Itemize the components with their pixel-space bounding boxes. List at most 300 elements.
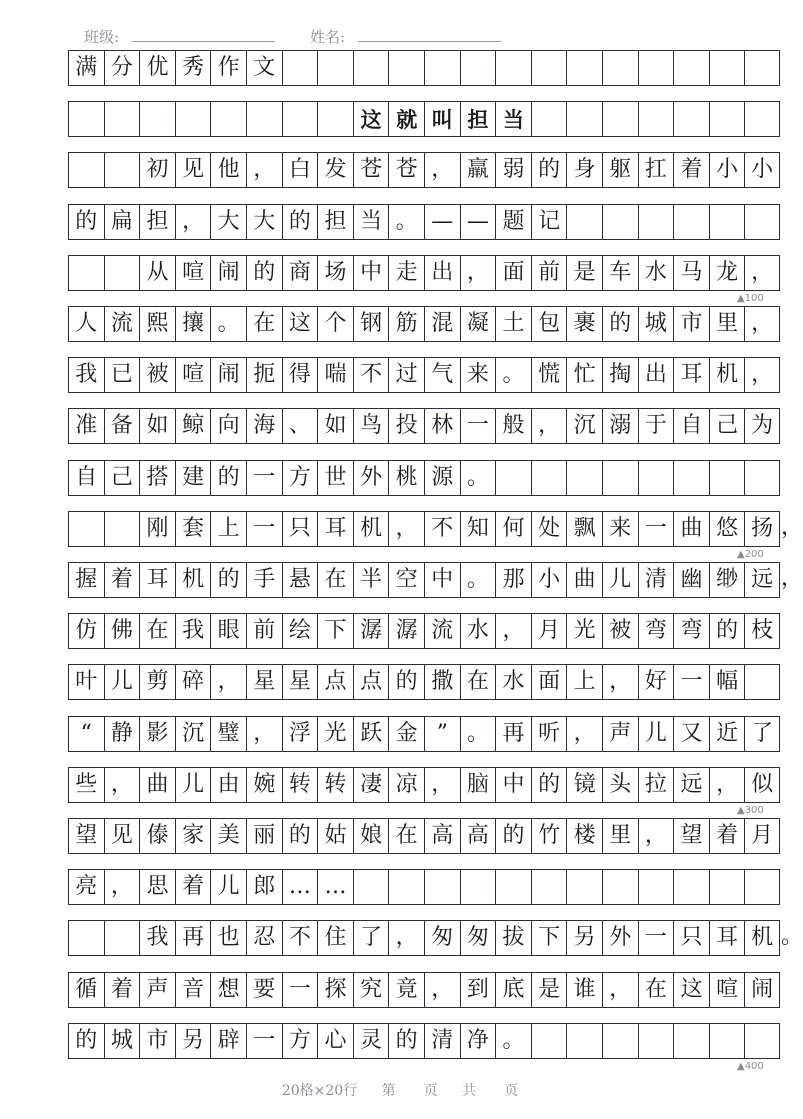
- grid-cell: 儿: [210, 869, 246, 905]
- grid-cell: 璧: [210, 716, 246, 752]
- grid-cell: 在: [139, 613, 175, 649]
- grid-cell: 个: [317, 306, 353, 342]
- grid-cell: ，: [602, 664, 638, 700]
- grid-cell: 走: [388, 255, 424, 291]
- grid-cell: 这: [353, 101, 389, 137]
- grid-cell: 家: [175, 818, 211, 854]
- grid-cell: 谁: [566, 972, 602, 1008]
- grid-cell: 潺: [388, 613, 424, 649]
- grid-cell: 处: [531, 511, 567, 547]
- marker-100: ▲100: [737, 293, 764, 304]
- grid-cell: 在: [317, 562, 353, 598]
- grid-cell: 跃: [353, 716, 389, 752]
- grid-cell: 上: [210, 511, 246, 547]
- grid-cell: 影: [139, 716, 175, 752]
- grid-cell: ，: [531, 408, 567, 444]
- grid-cell: 担: [139, 204, 175, 240]
- grid-row: [68, 613, 780, 649]
- grid-cell: 一: [246, 460, 282, 496]
- grid-cell: [531, 1023, 567, 1059]
- grid-cell: 桃: [388, 460, 424, 496]
- grid-cell: 闹: [744, 972, 780, 1008]
- grid-cell: [602, 869, 638, 905]
- grid-cell: 商: [282, 255, 318, 291]
- grid-cell: 大: [246, 204, 282, 240]
- grid-cell: 备: [104, 408, 140, 444]
- grid-cell: 筋: [388, 306, 424, 342]
- grid-cell: 了: [744, 716, 780, 752]
- grid-cell: 金: [388, 716, 424, 752]
- grid-cell: 下: [531, 920, 567, 956]
- grid-cell: 好: [638, 664, 674, 700]
- grid-cell: 刚: [139, 511, 175, 547]
- grid-cell: 的: [210, 460, 246, 496]
- margin-overflow-char: 。: [781, 924, 803, 950]
- grid-cell: 市: [673, 306, 709, 342]
- margin-overflow-char: ，: [781, 514, 803, 540]
- footer: [0, 1080, 800, 1100]
- grid-cell: 林: [424, 408, 460, 444]
- grid-cell: 车: [602, 255, 638, 291]
- grid-cell: 叶: [68, 664, 104, 700]
- grid-cell: 见: [104, 818, 140, 854]
- grid-cell: 郎: [246, 869, 282, 905]
- grid-cell: 点: [353, 664, 389, 700]
- grid-cell: 机: [353, 511, 389, 547]
- grid-cell: 来: [460, 357, 496, 393]
- grid-cell: 。: [460, 716, 496, 752]
- grid-cell: 着: [673, 152, 709, 188]
- grid-cell: 城: [104, 1023, 140, 1059]
- grid-cell: —: [460, 204, 496, 240]
- grid-cell: [104, 101, 140, 137]
- grid-cell: 裹: [566, 306, 602, 342]
- grid-cell: 撒: [424, 664, 460, 700]
- grid-cell: 姑: [317, 818, 353, 854]
- grid-cell: [638, 204, 674, 240]
- grid-cell: —: [424, 204, 460, 240]
- grid-cell: 静: [104, 716, 140, 752]
- grid-cell: 鲸: [175, 408, 211, 444]
- grid-cell: 当: [353, 204, 389, 240]
- grid-cell: [353, 50, 389, 86]
- grid-cell: 枝: [744, 613, 780, 649]
- grid-cell: 闹: [210, 357, 246, 393]
- grid-cell: [531, 50, 567, 86]
- grid-cell: 自: [68, 460, 104, 496]
- grid-cell: 如: [139, 408, 175, 444]
- grid-cell: 大: [210, 204, 246, 240]
- grid-cell: 躯: [602, 152, 638, 188]
- grid-cell: [709, 204, 745, 240]
- grid-cell: [673, 204, 709, 240]
- grid-cell: 身: [566, 152, 602, 188]
- grid-cell: 叫: [424, 101, 460, 137]
- grid-cell: 月: [744, 818, 780, 854]
- grid-cell: 婉: [246, 767, 282, 803]
- grid-cell: 着: [175, 869, 211, 905]
- grid-cell: [210, 101, 246, 137]
- grid-cell: 悬: [282, 562, 318, 598]
- grid-cell: 的: [210, 562, 246, 598]
- grid-cell: 己: [104, 460, 140, 496]
- grid-cell: 曲: [566, 562, 602, 598]
- grid-cell: [531, 460, 567, 496]
- grid-cell: 海: [246, 408, 282, 444]
- grid-cell: 扬: [744, 511, 780, 547]
- grid-cell: 的: [246, 255, 282, 291]
- grid-cell: [104, 152, 140, 188]
- grid-cell: 耳: [139, 562, 175, 598]
- grid-cell: [388, 869, 424, 905]
- grid-cell: [602, 101, 638, 137]
- grid-cell: 发: [317, 152, 353, 188]
- grid-row: [68, 306, 780, 342]
- grid-cell: 水: [495, 664, 531, 700]
- grid-cell: [317, 50, 353, 86]
- grid-cell: 美: [210, 818, 246, 854]
- grid-cell: [104, 920, 140, 956]
- grid-cell: 上: [566, 664, 602, 700]
- grid-cell: 幽: [673, 562, 709, 598]
- grid-cell: [566, 1023, 602, 1059]
- grid-cell: ，: [388, 920, 424, 956]
- grid-cell: 耳: [317, 511, 353, 547]
- grid-cell: 缈: [709, 562, 745, 598]
- grid-cell: 的: [531, 767, 567, 803]
- grid-cell: [602, 460, 638, 496]
- grid-cell: 儿: [104, 664, 140, 700]
- grid-cell: 儿: [175, 767, 211, 803]
- grid-cell: [317, 101, 353, 137]
- grid-cell: 潺: [353, 613, 389, 649]
- grid-cell: 在: [638, 972, 674, 1008]
- grid-cell: 这: [673, 972, 709, 1008]
- grid-cell: 扼: [246, 357, 282, 393]
- grid-cell: 底: [495, 972, 531, 1008]
- grid-cell: 在: [246, 306, 282, 342]
- grid-cell: 辟: [210, 1023, 246, 1059]
- grid-cell: [673, 101, 709, 137]
- grid-cell: 见: [175, 152, 211, 188]
- grid-cell: 眼: [210, 613, 246, 649]
- grid-cell: 究: [353, 972, 389, 1008]
- grid-cell: 为: [744, 408, 780, 444]
- grid-cell: 的: [68, 204, 104, 240]
- grid-cell: [495, 460, 531, 496]
- grid-cell: 喧: [175, 255, 211, 291]
- grid-cell: 要: [246, 972, 282, 1008]
- grid-cell: [602, 204, 638, 240]
- grid-cell: 出: [424, 255, 460, 291]
- grid-cell: 鸟: [353, 408, 389, 444]
- grid-cell: ，: [460, 255, 496, 291]
- grid-cell: 何: [495, 511, 531, 547]
- grid-cell: 飘: [566, 511, 602, 547]
- grid-cell: 文: [246, 50, 282, 86]
- grid-cell: [566, 869, 602, 905]
- grid-cell: 。: [495, 357, 531, 393]
- grid-cell: 曲: [139, 767, 175, 803]
- grid-row: [68, 152, 780, 188]
- grid-cell: [638, 460, 674, 496]
- grid-cell: 不: [282, 920, 318, 956]
- grid-cell: 弯: [638, 613, 674, 649]
- grid-cell: 向: [210, 408, 246, 444]
- grid-cell: 气: [424, 357, 460, 393]
- grid-cell: 下: [317, 613, 353, 649]
- grid-cell: 剪: [139, 664, 175, 700]
- grid-cell: 的: [282, 818, 318, 854]
- grid-cell: 自: [673, 408, 709, 444]
- grid-cell: 头: [602, 767, 638, 803]
- grid-cell: 溺: [602, 408, 638, 444]
- grid-cell: 似: [744, 767, 780, 803]
- grid-cell: 白: [282, 152, 318, 188]
- grid-cell: 他: [210, 152, 246, 188]
- grid-cell: …: [282, 869, 318, 905]
- grid-cell: 另: [175, 1023, 211, 1059]
- grid-cell: 点: [317, 664, 353, 700]
- grid-cell: 竟: [388, 972, 424, 1008]
- grid-cell: [104, 511, 140, 547]
- grid-cell: 儿: [638, 716, 674, 752]
- grid-cell: 一: [282, 972, 318, 1008]
- grid-cell: 听: [531, 716, 567, 752]
- grid-cell: ，: [602, 972, 638, 1008]
- grid-cell: [175, 101, 211, 137]
- marker-200: ▲200: [737, 549, 764, 560]
- grid-cell: [246, 101, 282, 137]
- grid-cell: 被: [602, 613, 638, 649]
- grid-cell: 些: [68, 767, 104, 803]
- grid-cell: [638, 869, 674, 905]
- grid-cell: 方: [282, 1023, 318, 1059]
- grid-cell: 的: [602, 306, 638, 342]
- grid-cell: [68, 255, 104, 291]
- grid-cell: ，: [246, 152, 282, 188]
- grid-cell: 机: [744, 920, 780, 956]
- grid-cell: 声: [602, 716, 638, 752]
- grid-cell: 。: [460, 460, 496, 496]
- grid-cell: 扛: [638, 152, 674, 188]
- grid-cell: 喧: [709, 972, 745, 1008]
- grid-cell: 分: [104, 50, 140, 86]
- grid-cell: 的: [68, 1023, 104, 1059]
- grid-cell: 担: [317, 204, 353, 240]
- grid-cell: 只: [282, 511, 318, 547]
- grid-cell: 水: [638, 255, 674, 291]
- grid-cell: 星: [282, 664, 318, 700]
- grid-row: [68, 101, 780, 137]
- grid-cell: 绘: [282, 613, 318, 649]
- grid-cell: 是: [531, 972, 567, 1008]
- grid-cell: 忙: [566, 357, 602, 393]
- grid-cell: 小: [744, 152, 780, 188]
- grid-cell: 里: [709, 306, 745, 342]
- grid-cell: 耳: [673, 357, 709, 393]
- grid-cell: 沉: [175, 716, 211, 752]
- grid-cell: 中: [495, 767, 531, 803]
- grid-cell: 月: [531, 613, 567, 649]
- grid-cell: 我: [139, 920, 175, 956]
- grid-cell: 空: [388, 562, 424, 598]
- grid-cell: 面: [531, 664, 567, 700]
- grid-cell: 方: [282, 460, 318, 496]
- grid-cell: [638, 50, 674, 86]
- grid-cell: 从: [139, 255, 175, 291]
- grid-cell: 的: [388, 664, 424, 700]
- grid-cell: 苍: [388, 152, 424, 188]
- grid-cell: 得: [282, 357, 318, 393]
- grid-cell: 清: [638, 562, 674, 598]
- grid-cell: [282, 50, 318, 86]
- grid-cell: 碎: [175, 664, 211, 700]
- grid-cell: ，: [744, 357, 780, 393]
- grid-cell: 傣: [139, 818, 175, 854]
- grid-cell: [709, 1023, 745, 1059]
- grid-row: [68, 1023, 780, 1059]
- grid-cell: 高: [424, 818, 460, 854]
- grid-cell: 净: [460, 1023, 496, 1059]
- grid-cell: 钢: [353, 306, 389, 342]
- grid-cell: 包: [531, 306, 567, 342]
- grid-cell: 担: [460, 101, 496, 137]
- grid-cell: 喧: [175, 357, 211, 393]
- grid-cell: 弱: [495, 152, 531, 188]
- grid-cell: [673, 869, 709, 905]
- grid-cell: [744, 664, 780, 700]
- grid-row: [68, 562, 780, 598]
- grid-cell: 是: [566, 255, 602, 291]
- grid-cell: 城: [638, 306, 674, 342]
- grid-cell: 了: [353, 920, 389, 956]
- grid-cell: 循: [68, 972, 104, 1008]
- grid-cell: ，: [495, 613, 531, 649]
- grid-row: [68, 357, 780, 393]
- grid-cell: [709, 101, 745, 137]
- grid-cell: 小: [709, 152, 745, 188]
- grid-cell: 。: [495, 1023, 531, 1059]
- grid-cell: 着: [104, 562, 140, 598]
- grid-cell: 拉: [638, 767, 674, 803]
- grid-cell: 光: [317, 716, 353, 752]
- grid-row: [68, 869, 780, 905]
- grid-cell: [424, 50, 460, 86]
- grid-cell: 一: [460, 408, 496, 444]
- margin-overflow-char: ，: [781, 566, 803, 591]
- grid-cell: 弯: [673, 613, 709, 649]
- grid-cell: 初: [139, 152, 175, 188]
- grid-cell: 已: [104, 357, 140, 393]
- grid-cell: 中: [353, 255, 389, 291]
- class-label: 班级:: [84, 28, 120, 46]
- grid-cell: 的: [495, 818, 531, 854]
- grid-cell: 投: [388, 408, 424, 444]
- grid-cell: ，: [104, 767, 140, 803]
- grid-cell: 知: [460, 511, 496, 547]
- grid-cell: 另: [566, 920, 602, 956]
- grid-cell: 人: [68, 306, 104, 342]
- grid-cell: 来: [602, 511, 638, 547]
- grid-cell: 前: [246, 613, 282, 649]
- grid-cell: ，: [638, 818, 674, 854]
- grid-cell: 着: [709, 818, 745, 854]
- grid-row: [68, 818, 780, 854]
- grid-cell: 远: [673, 767, 709, 803]
- grid-cell: 如: [317, 408, 353, 444]
- grid-cell: ，: [709, 767, 745, 803]
- grid-row: [68, 255, 780, 291]
- grid-cell: [531, 869, 567, 905]
- grid-cell: 羸: [460, 152, 496, 188]
- grid-cell: 一: [246, 511, 282, 547]
- grid-cell: [388, 50, 424, 86]
- grid-cell: 于: [638, 408, 674, 444]
- grid-cell: 出: [638, 357, 674, 393]
- grid-size-label: 20格×20行: [281, 1083, 358, 1099]
- grid-cell: 悠: [709, 511, 745, 547]
- grid-cell: 前: [531, 255, 567, 291]
- grid-cell: 着: [104, 972, 140, 1008]
- grid-cell: 、: [282, 408, 318, 444]
- grid-cell: [638, 101, 674, 137]
- grid-cell: 秀: [175, 50, 211, 86]
- grid-cell: 外: [602, 920, 638, 956]
- grid-cell: 再: [495, 716, 531, 752]
- grid-cell: ，: [175, 204, 211, 240]
- grid-cell: 满: [68, 50, 104, 86]
- grid-cell: 中: [424, 562, 460, 598]
- grid-cell: 。: [460, 562, 496, 598]
- grid-cell: 娘: [353, 818, 389, 854]
- grid-cell: 一: [638, 511, 674, 547]
- grid-cell: [460, 50, 496, 86]
- grid-cell: 星: [246, 664, 282, 700]
- grid-cell: “: [68, 716, 104, 752]
- grid-cell: ，: [424, 152, 460, 188]
- grid-cell: 探: [317, 972, 353, 1008]
- grid-row: [68, 767, 780, 803]
- grid-cell: ，: [744, 255, 780, 291]
- grid-cell: 不: [424, 511, 460, 547]
- grid-cell: 那: [495, 562, 531, 598]
- grid-cell: 转: [282, 767, 318, 803]
- grid-row: [68, 50, 780, 86]
- grid-cell: 幅: [709, 664, 745, 700]
- grid-cell: 仿: [68, 613, 104, 649]
- grid-cell: 望: [68, 818, 104, 854]
- grid-cell: 过: [388, 357, 424, 393]
- grid-cell: [282, 101, 318, 137]
- grid-cell: 苍: [353, 152, 389, 188]
- grid-cell: 源: [424, 460, 460, 496]
- grid-cell: 一: [638, 920, 674, 956]
- grid-cell: 忍: [246, 920, 282, 956]
- grid-cell: 竹: [531, 818, 567, 854]
- grid-cell: 楼: [566, 818, 602, 854]
- grid-row: [68, 460, 780, 496]
- grid-cell: 世: [317, 460, 353, 496]
- grid-cell: [460, 869, 496, 905]
- grid-cell: 我: [175, 613, 211, 649]
- grid-cell: 镜: [566, 767, 602, 803]
- name-label: 姓名:: [310, 28, 346, 46]
- grid-cell: ，: [744, 306, 780, 342]
- grid-cell: 题: [495, 204, 531, 240]
- grid-cell: 一: [673, 664, 709, 700]
- grid-row: [68, 511, 780, 547]
